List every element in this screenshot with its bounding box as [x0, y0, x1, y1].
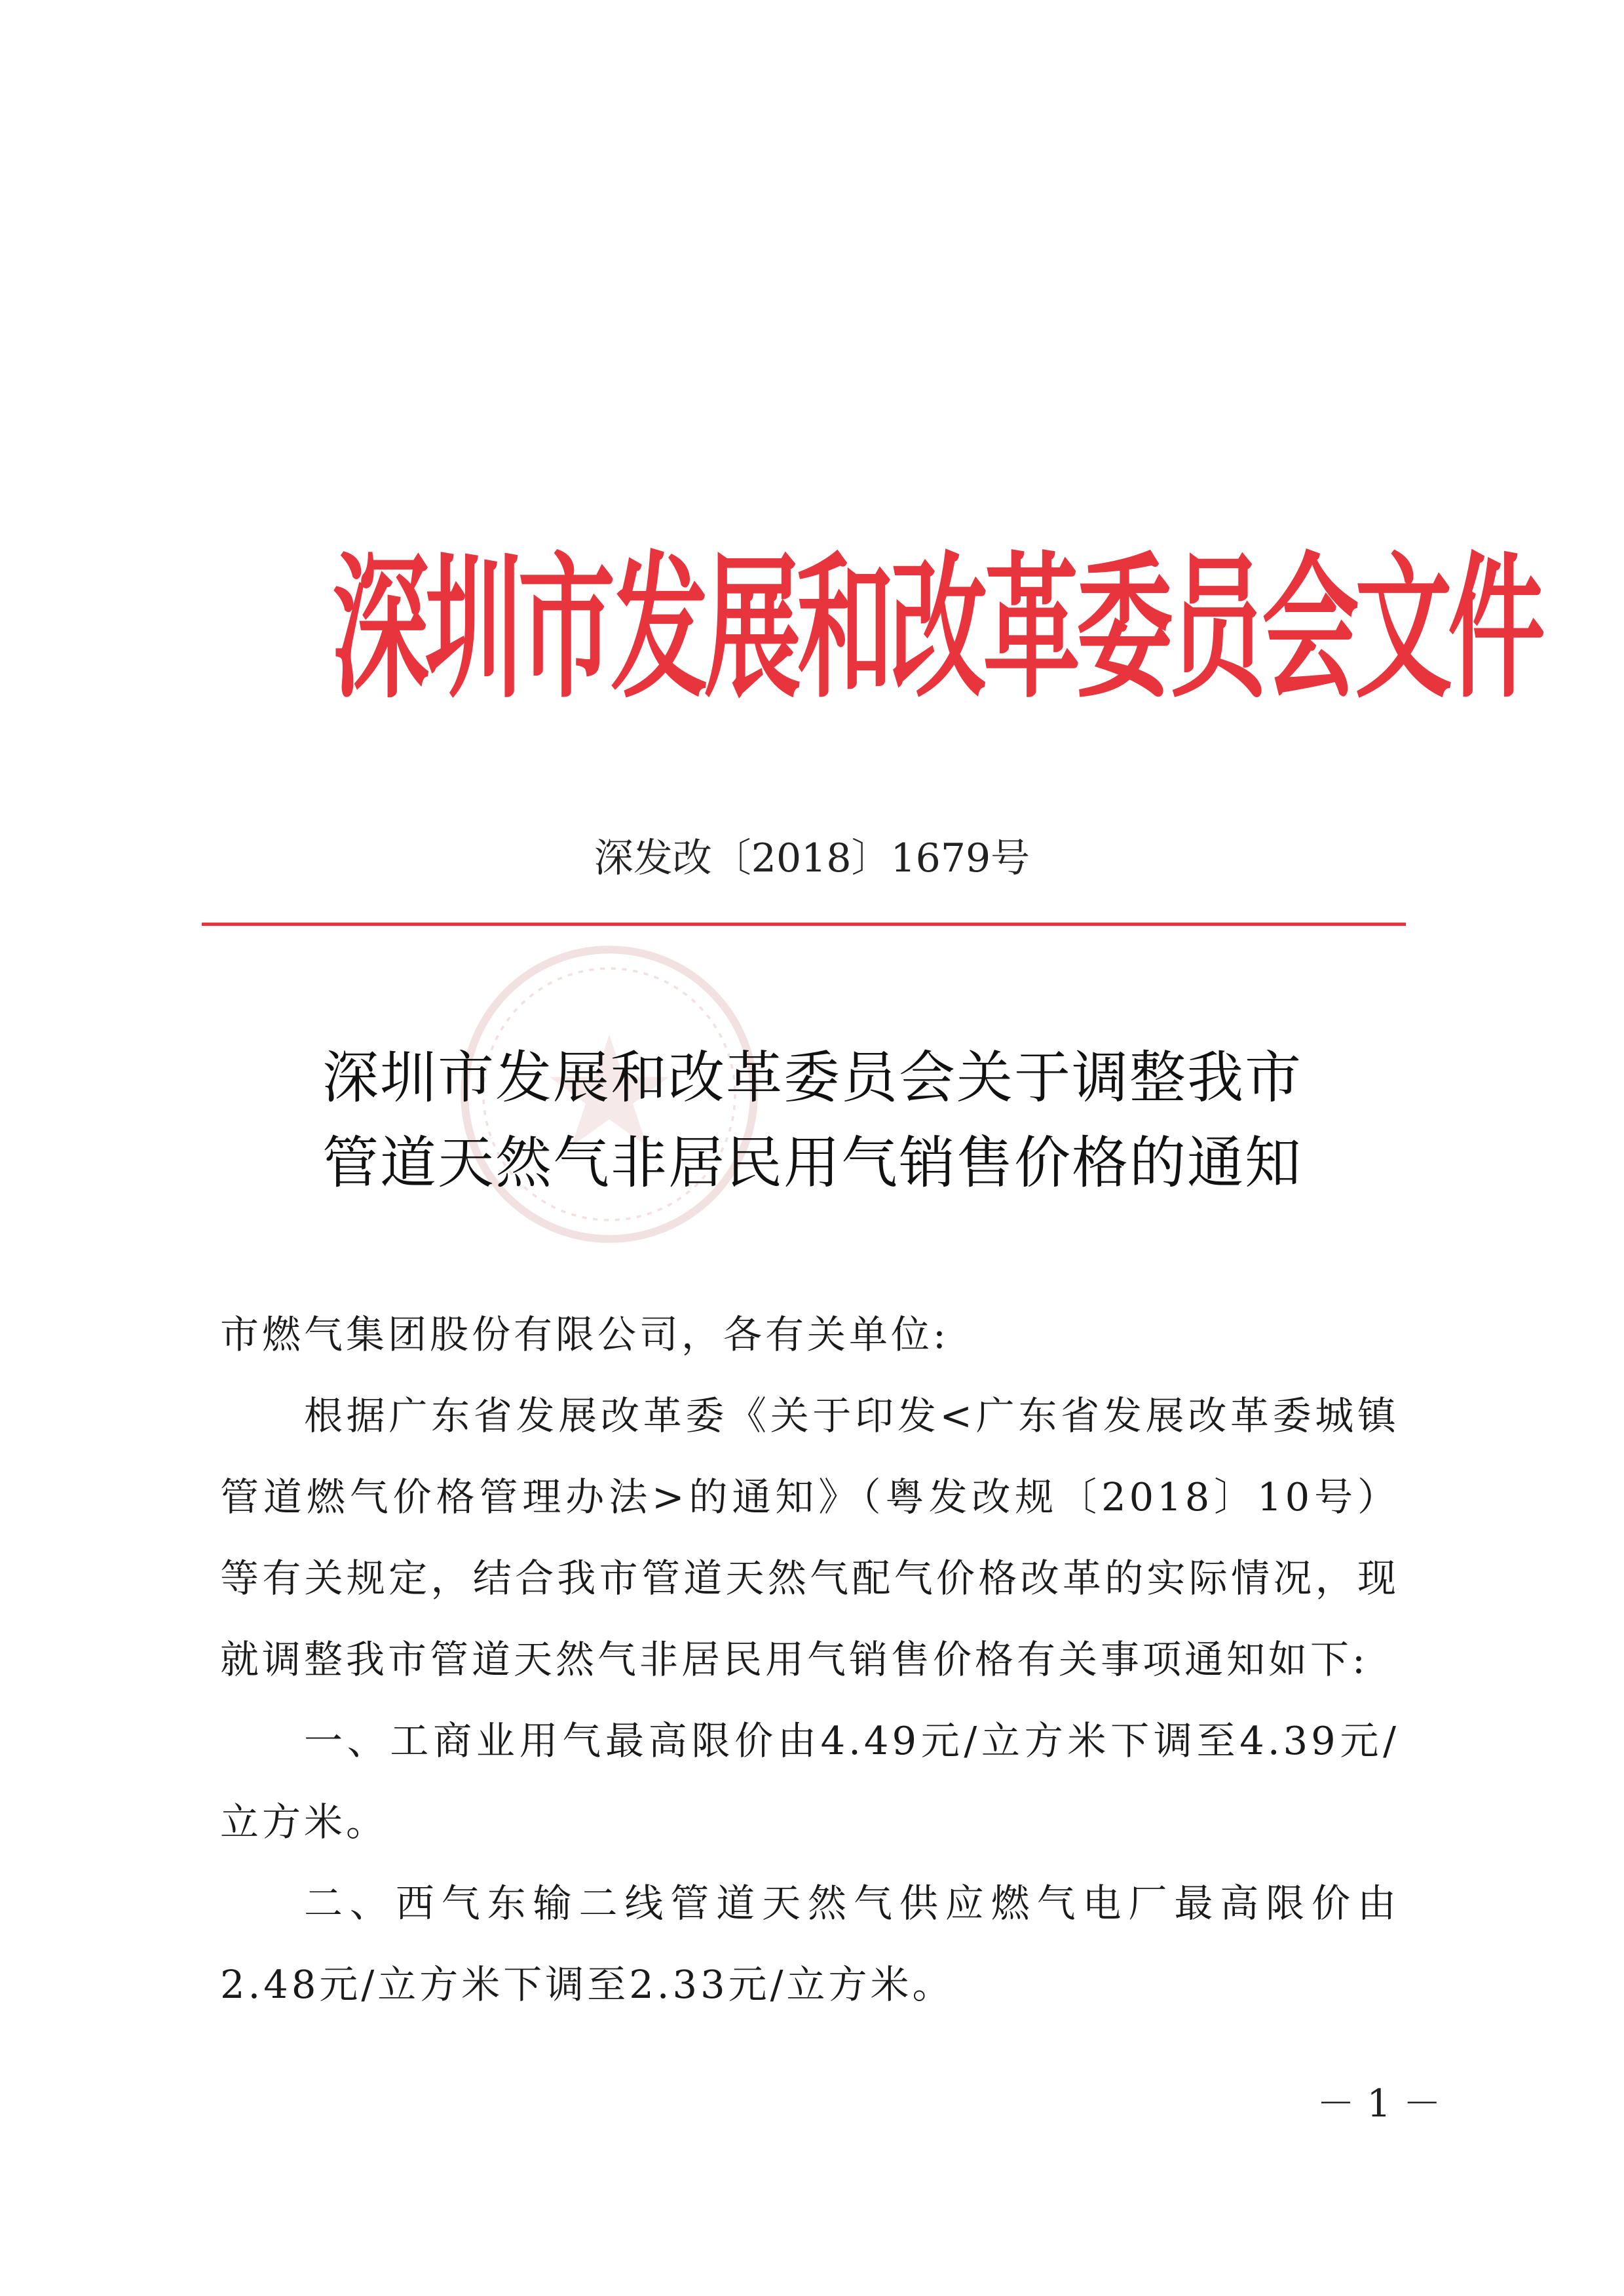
body-paragraph-1: 根据广东省发展改革委《关于印发<广东省发展改革委城镇管道燃气价格管理办法>的通知》（粤发改规〔2018〕10号）等有关规定，结合我市管道天然气配气价格改革的实际情况，现就调整我市管道天然气非居民用气销售价格有关事项通知如下: [220, 1393, 1399, 1682]
red-divider-rule [202, 923, 1406, 926]
notice-body [220, 1294, 1399, 2025]
page-number: － 1 － [1317, 2081, 1441, 2126]
item-2-paragraph: 二、西气东输二线管道天然气供应燃气电厂最高限价由2.48元/立方米下调至2.33元/立方米。 [220, 1881, 1399, 2007]
addressee-line: 市燃气集团股份有限公司，各有关单位: [220, 1312, 949, 1357]
item-1-paragraph: 一、工商业用气最高限价由4.49元/立方米下调至4.39元/立方米。 [220, 1718, 1399, 1845]
masthead-title: 深圳市发展和改革委员会文件 [331, 538, 1541, 719]
title-line-1: 深圳市发展和改革委员会关于调整我市 [322, 1045, 1302, 1111]
notice-title [197, 1035, 1428, 1206]
document-number: 深发改〔2018〕1679号 [594, 835, 1030, 881]
title-line-2: 管道天然气非居民用气销售价格的通知 [322, 1130, 1302, 1196]
